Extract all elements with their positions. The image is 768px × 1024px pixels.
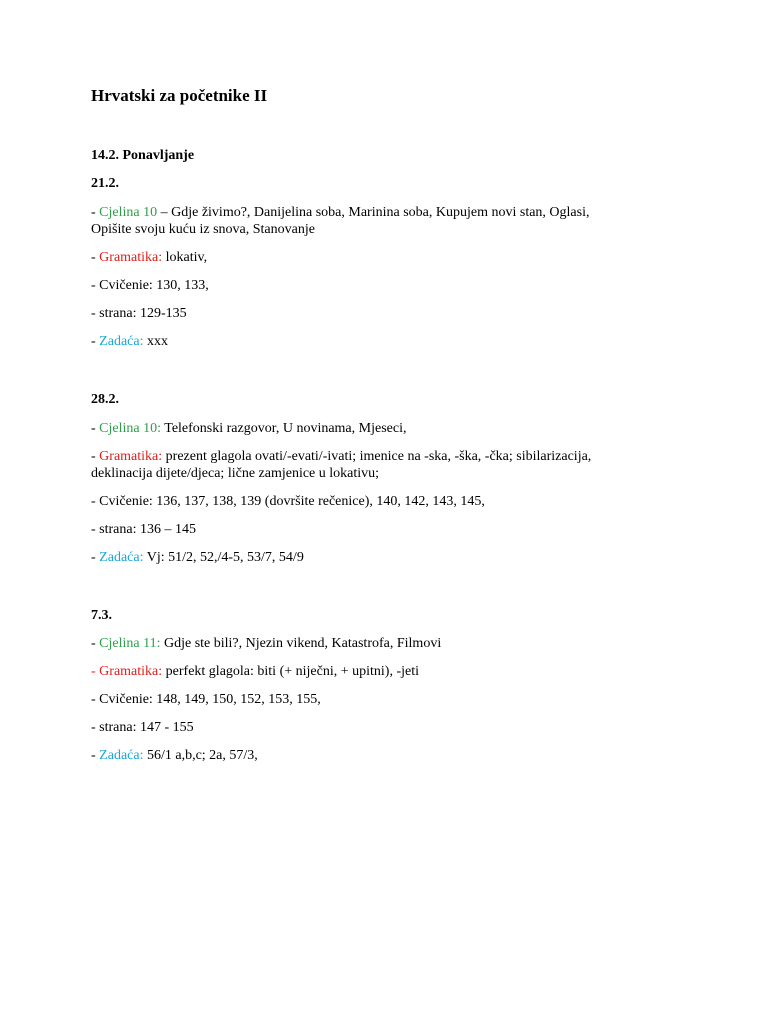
gramatika-label: Gramatika: [99,664,163,679]
dash: - [91,421,100,436]
dash: - [91,664,100,679]
zadaca-line [91,747,258,765]
zadaca-text: Vj: 51/2, 52,/4-5, 53/7, 54/9 [143,550,304,565]
dash: - [91,550,100,565]
cjelina-text: Gdje ste bili?, Njezin vikend, Katastrofa, Filmovi [160,636,442,651]
vjezbe-line: - Cvičenie: 130, 133, [91,278,209,293]
cjelina-text: – Gdje živimo?, Danijelina soba, Marinina soba, Kupujem novi stan, Oglasi, [157,205,590,220]
vjezbe-line: - Cvičenie: 148, 149, 150, 152, 153, 155, [91,692,321,707]
cjelina-label: Cjelina 10: [99,421,161,436]
gramatika-line [91,249,207,267]
dash: - [91,748,100,763]
cjelina-line [91,204,589,222]
date-heading-28-2: 28.2. [91,392,119,407]
strana-line: - strana: 136 – 145 [91,522,196,537]
zadaca-label: Zadaća: [99,334,144,349]
strana-line: - strana: 147 - 155 [91,720,194,735]
cjelina-text: Telefonski razgovor, U novinama, Mjeseci, [161,421,407,436]
vjezbe-line: - Cvičenie: 136, 137, 138, 139 (dovršite rečenice), 140, 142, 143, 145, [91,494,485,509]
cjelina-label: Cjelina 11: [99,636,161,651]
cjelina-line [91,635,441,653]
dash: - [91,636,100,651]
gramatika-text: lokativ, [162,250,208,265]
gramatika-text: perfekt glagola: biti (+ niječni, + upitni), -jeti [162,664,419,679]
gramatika-text-cont: deklinacija dijete/djeca; lične zamjenice u lokativu; [91,466,380,481]
cjelina-label: Cjelina 10 [99,205,158,220]
zadaca-text: 56/1 a,b,c; 2a, 57/3, [143,748,258,763]
dash: - [91,449,100,464]
document-title: Hrvatski za početnike II [91,86,268,105]
gramatika-line [91,663,419,681]
strana-line: - strana: 129-135 [91,306,187,321]
dash: - [91,250,100,265]
zadaca-line [91,333,168,351]
dash: - [91,205,100,220]
zadaca-label: Zadaća: [99,550,144,565]
date-heading-14-2: 14.2. Ponavljanje [91,148,195,163]
dash: - [91,334,100,349]
gramatika-text: prezent glagola ovati/-evati/-ivati; imenice na -ska, -ška, -čka; sibilarizacija, [162,449,592,464]
zadaca-text: xxx [143,334,168,349]
cjelina-text-cont: Opišite svoju kuću iz snova, Stanovanje [91,222,315,237]
zadaca-label: Zadaća: [99,748,144,763]
date-heading-7-3: 7.3. [91,608,112,623]
gramatika-line [91,448,591,466]
gramatika-label: Gramatika: [99,250,163,265]
zadaca-line [91,549,304,567]
cjelina-line [91,420,406,438]
gramatika-label: Gramatika: [99,449,163,464]
date-heading-21-2: 21.2. [91,176,119,191]
